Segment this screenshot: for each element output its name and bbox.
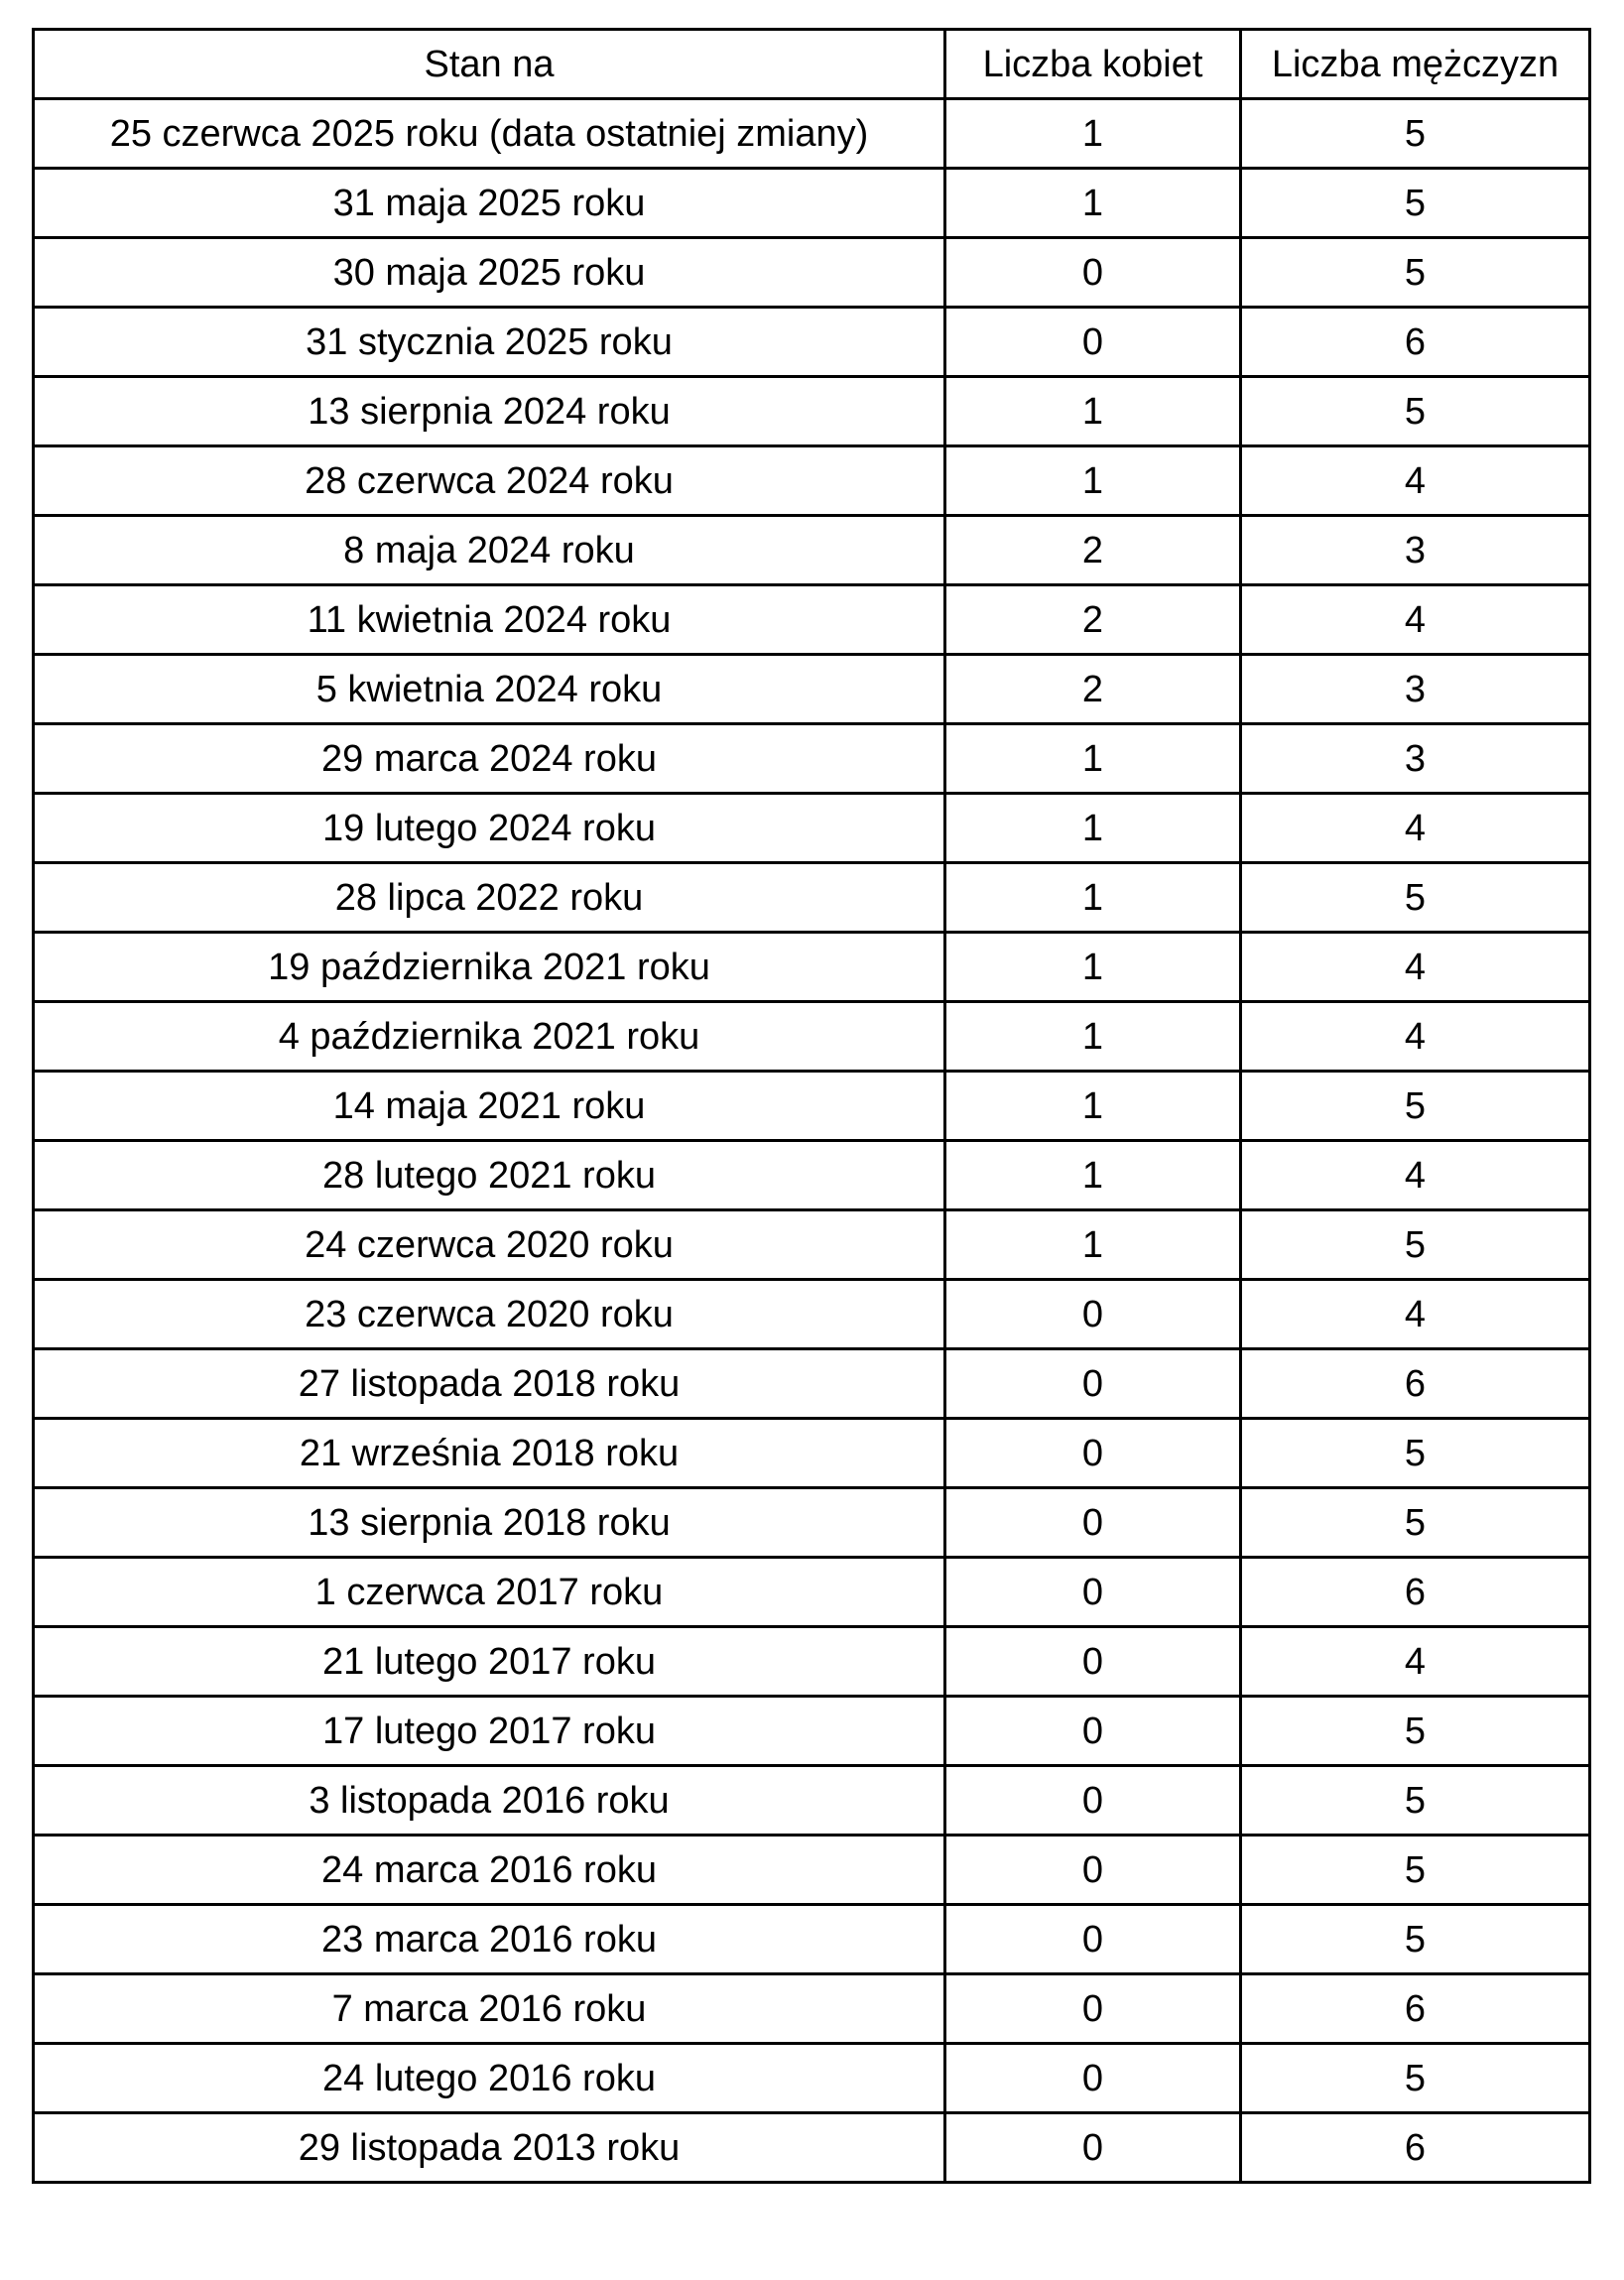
cell-men-count: 3	[1241, 724, 1590, 794]
cell-women-count: 0	[945, 1419, 1241, 1488]
cell-date: 19 października 2021 roku	[34, 933, 945, 1002]
cell-men-count: 5	[1241, 377, 1590, 446]
cell-date: 19 lutego 2024 roku	[34, 794, 945, 863]
cell-men-count: 5	[1241, 1697, 1590, 1766]
cell-women-count: 1	[945, 1002, 1241, 1072]
table-row	[34, 1210, 1590, 1280]
cell-women-count: 0	[945, 1836, 1241, 1905]
table-row	[34, 1141, 1590, 1210]
cell-women-count: 1	[945, 724, 1241, 794]
cell-date: 21 lutego 2017 roku	[34, 1627, 945, 1697]
table-row	[34, 516, 1590, 585]
cell-women-count: 1	[945, 169, 1241, 238]
cell-date: 3 listopada 2016 roku	[34, 1766, 945, 1836]
cell-women-count: 1	[945, 1210, 1241, 1280]
table-header	[34, 30, 1590, 99]
cell-men-count: 5	[1241, 863, 1590, 933]
cell-men-count: 5	[1241, 1766, 1590, 1836]
cell-women-count: 0	[945, 1349, 1241, 1419]
board-composition-table-container	[32, 28, 1588, 2184]
cell-men-count: 5	[1241, 1905, 1590, 1974]
cell-date: 17 lutego 2017 roku	[34, 1697, 945, 1766]
table-row	[34, 238, 1590, 308]
cell-date: 23 marca 2016 roku	[34, 1905, 945, 1974]
table-row	[34, 446, 1590, 516]
cell-date: 25 czerwca 2025 roku (data ostatniej zmiany)	[34, 99, 945, 169]
cell-women-count: 0	[945, 1766, 1241, 1836]
table-row	[34, 1349, 1590, 1419]
table-row	[34, 933, 1590, 1002]
cell-date: 24 czerwca 2020 roku	[34, 1210, 945, 1280]
cell-women-count: 1	[945, 933, 1241, 1002]
cell-men-count: 5	[1241, 2044, 1590, 2113]
cell-women-count: 2	[945, 516, 1241, 585]
cell-men-count: 4	[1241, 1141, 1590, 1210]
cell-date: 24 lutego 2016 roku	[34, 2044, 945, 2113]
cell-men-count: 3	[1241, 655, 1590, 724]
cell-date: 28 czerwca 2024 roku	[34, 446, 945, 516]
cell-women-count: 1	[945, 863, 1241, 933]
cell-men-count: 4	[1241, 1002, 1590, 1072]
cell-women-count: 0	[945, 1697, 1241, 1766]
cell-women-count: 0	[945, 1627, 1241, 1697]
cell-women-count: 0	[945, 308, 1241, 377]
table-row	[34, 655, 1590, 724]
table-row	[34, 1488, 1590, 1558]
cell-date: 7 marca 2016 roku	[34, 1974, 945, 2044]
cell-women-count: 1	[945, 99, 1241, 169]
table-row	[34, 308, 1590, 377]
cell-men-count: 4	[1241, 1280, 1590, 1349]
cell-women-count: 1	[945, 794, 1241, 863]
cell-date: 23 czerwca 2020 roku	[34, 1280, 945, 1349]
table-row	[34, 1974, 1590, 2044]
cell-men-count: 5	[1241, 1488, 1590, 1558]
cell-women-count: 1	[945, 377, 1241, 446]
cell-date: 11 kwietnia 2024 roku	[34, 585, 945, 655]
table-row	[34, 1697, 1590, 1766]
cell-men-count: 4	[1241, 1627, 1590, 1697]
cell-date: 14 maja 2021 roku	[34, 1072, 945, 1141]
cell-men-count: 4	[1241, 933, 1590, 1002]
cell-men-count: 5	[1241, 1836, 1590, 1905]
cell-women-count: 2	[945, 585, 1241, 655]
cell-date: 24 marca 2016 roku	[34, 1836, 945, 1905]
table-row	[34, 169, 1590, 238]
cell-men-count: 6	[1241, 2113, 1590, 2183]
cell-women-count: 0	[945, 2113, 1241, 2183]
table-body	[34, 99, 1590, 2183]
cell-men-count: 6	[1241, 1974, 1590, 2044]
cell-date: 28 lutego 2021 roku	[34, 1141, 945, 1210]
cell-date: 8 maja 2024 roku	[34, 516, 945, 585]
cell-men-count: 5	[1241, 99, 1590, 169]
cell-date: 27 listopada 2018 roku	[34, 1349, 945, 1419]
cell-women-count: 0	[945, 1974, 1241, 2044]
cell-women-count: 2	[945, 655, 1241, 724]
table-row	[34, 724, 1590, 794]
cell-women-count: 1	[945, 446, 1241, 516]
table-row	[34, 585, 1590, 655]
table-row	[34, 99, 1590, 169]
cell-men-count: 5	[1241, 169, 1590, 238]
table-row	[34, 2044, 1590, 2113]
cell-men-count: 4	[1241, 585, 1590, 655]
cell-date: 31 stycznia 2025 roku	[34, 308, 945, 377]
cell-men-count: 5	[1241, 1072, 1590, 1141]
table-row	[34, 1002, 1590, 1072]
cell-date: 29 listopada 2013 roku	[34, 2113, 945, 2183]
table-row	[34, 1766, 1590, 1836]
table-row	[34, 377, 1590, 446]
cell-women-count: 0	[945, 1558, 1241, 1627]
cell-date: 13 sierpnia 2018 roku	[34, 1488, 945, 1558]
cell-women-count: 0	[945, 238, 1241, 308]
table-row	[34, 1072, 1590, 1141]
header-date: Stan na	[34, 30, 945, 99]
cell-date: 5 kwietnia 2024 roku	[34, 655, 945, 724]
board-composition-table	[32, 28, 1591, 2184]
cell-date: 30 maja 2025 roku	[34, 238, 945, 308]
cell-women-count: 0	[945, 1905, 1241, 1974]
cell-women-count: 1	[945, 1141, 1241, 1210]
table-row	[34, 1419, 1590, 1488]
table-row	[34, 794, 1590, 863]
table-row	[34, 1280, 1590, 1349]
cell-men-count: 5	[1241, 1419, 1590, 1488]
table-row	[34, 1905, 1590, 1974]
cell-men-count: 5	[1241, 1210, 1590, 1280]
table-row	[34, 2113, 1590, 2183]
table-row	[34, 1836, 1590, 1905]
cell-date: 29 marca 2024 roku	[34, 724, 945, 794]
cell-men-count: 6	[1241, 308, 1590, 377]
header-women-count: Liczba kobiet	[945, 30, 1241, 99]
cell-men-count: 4	[1241, 794, 1590, 863]
cell-date: 28 lipca 2022 roku	[34, 863, 945, 933]
cell-men-count: 6	[1241, 1558, 1590, 1627]
header-men-count: Liczba mężczyzn	[1241, 30, 1590, 99]
header-row	[34, 30, 1590, 99]
table-row	[34, 1558, 1590, 1627]
cell-men-count: 4	[1241, 446, 1590, 516]
cell-date: 21 września 2018 roku	[34, 1419, 945, 1488]
cell-men-count: 5	[1241, 238, 1590, 308]
cell-women-count: 1	[945, 1072, 1241, 1141]
cell-date: 13 sierpnia 2024 roku	[34, 377, 945, 446]
table-row	[34, 1627, 1590, 1697]
cell-date: 1 czerwca 2017 roku	[34, 1558, 945, 1627]
table-row	[34, 863, 1590, 933]
cell-women-count: 0	[945, 1280, 1241, 1349]
cell-women-count: 0	[945, 2044, 1241, 2113]
cell-date: 31 maja 2025 roku	[34, 169, 945, 238]
cell-men-count: 3	[1241, 516, 1590, 585]
cell-date: 4 października 2021 roku	[34, 1002, 945, 1072]
cell-women-count: 0	[945, 1488, 1241, 1558]
cell-men-count: 6	[1241, 1349, 1590, 1419]
